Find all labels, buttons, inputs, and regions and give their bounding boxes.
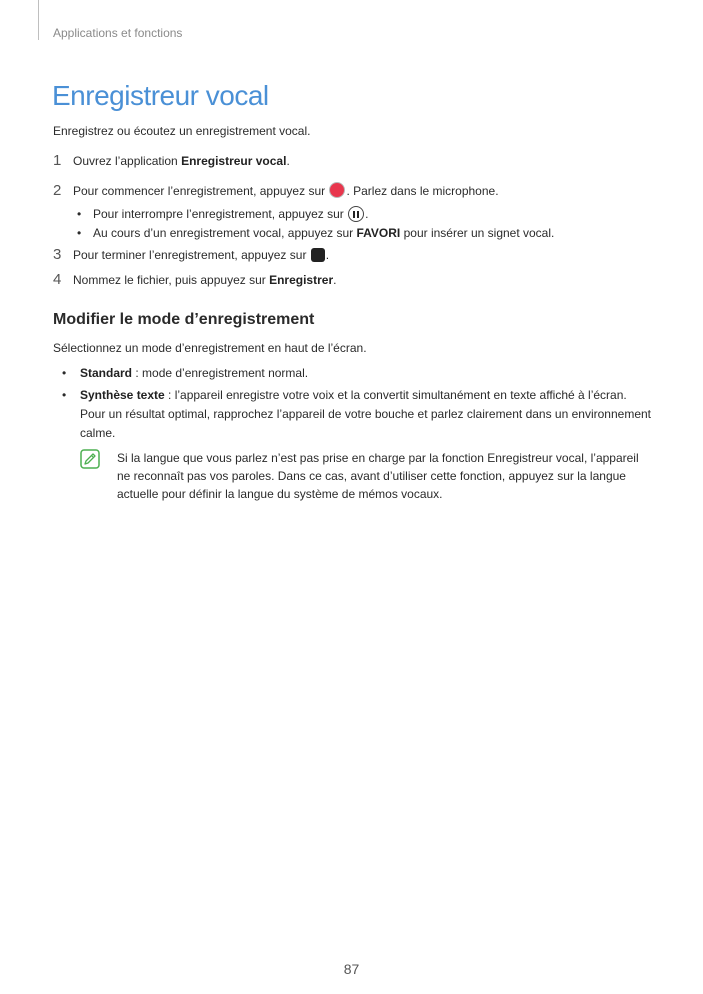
mode-name: Synthèse texte [80,388,165,402]
step-2 [53,182,499,199]
list-item-synthese [62,386,652,443]
step-3 [53,246,329,263]
step-number: 2 [53,182,62,199]
substep-text-end: . [365,207,369,221]
section-title: Modifier le mode d’enregistrement [53,311,315,328]
breadcrumb: Applications et fonctions [53,26,183,40]
substep-text: Au cours d’un enregistrement vocal, appuyez sur [93,226,357,240]
page-number: 87 [343,961,360,977]
record-button-icon [329,182,345,198]
step-text-end: . [325,248,330,262]
intro-text: Enregistrez ou écoutez un enregistrement vocal. [53,124,311,138]
step-number: 3 [53,246,62,263]
mode-name: Standard [80,366,133,380]
bullet: • [62,388,67,402]
save-label: Enregistrer [269,273,334,287]
step-text: Nommez le fichier, puis appuyez sur [73,273,270,287]
bullet: • [77,207,82,221]
step-text-end: . Parlez dans le microphone. [346,184,499,198]
list-item-standard [62,364,652,383]
favori-label: FAVORI [356,226,401,240]
step-text-end: . [333,273,337,287]
bullet: • [77,226,82,240]
substep-pause [77,206,368,222]
step-4 [53,271,336,288]
step-1 [53,152,290,169]
page-title: Enregistreur vocal [52,80,269,111]
section-intro: Sélectionnez un mode d’enregistrement en haut de l’écran. [53,341,367,355]
mode-description: : l’appareil enregistre votre voix et la convertit simultanément en texte affiché à l’écran. Pour un résultat optimal, rapprochez l’appareil de votre bouche et parlez clairement dans un environnement calme. [80,388,651,440]
note-text: Si la langue que vous parlez n’est pas prise en charge par la fonction Enregistreur vocal, l’appareil ne reconnaît pas vos paroles. Dans ce cas, avant d’utiliser cette fonction, appuyez sur la langue actuelle pour définir la langue du système de mémos vocaux. [117,451,639,501]
mode-description: : mode d’enregistrement normal. [132,366,309,380]
step-text: Pour commencer l’enregistrement, appuyez sur [73,184,329,198]
bullet: • [62,366,67,380]
app-name: Enregistreur vocal [181,154,287,168]
substep-text: Pour interrompre l’enregistrement, appuyez sur [93,207,348,221]
substep-bookmark [77,226,554,240]
step-text-end: . [286,154,290,168]
pause-button-icon [348,206,364,222]
stop-button-icon [311,248,325,262]
note-pencil-icon [80,449,100,469]
step-text: Ouvrez l’application [73,154,182,168]
step-text: Pour terminer l’enregistrement, appuyez sur [73,248,310,262]
header-divider [38,0,39,40]
substep-text-end: pour insérer un signet vocal. [400,226,555,240]
step-number: 4 [53,271,62,288]
step-number: 1 [53,152,62,169]
